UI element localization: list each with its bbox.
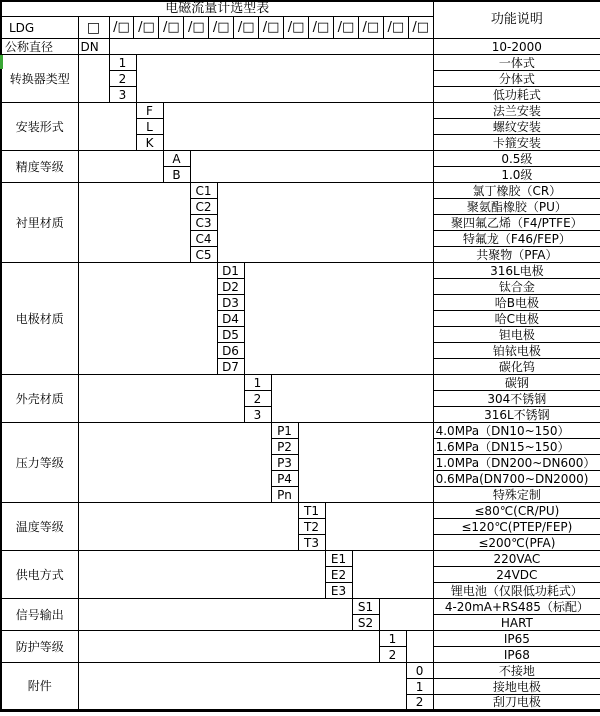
option-function: 0.5级: [433, 151, 600, 167]
model-code-slash-box: /□: [258, 17, 283, 38]
option-code: C1: [190, 183, 217, 199]
group-label-housing-material: 外壳材质: [1, 375, 78, 423]
spacer-cell: [78, 103, 136, 151]
option-function: 低功耗式: [433, 87, 600, 103]
option-function: 聚氨酯橡胶（PU）: [433, 199, 600, 215]
model-code-slash-box: /□: [408, 17, 433, 38]
spacer-cell: [217, 183, 433, 263]
option-code: F: [136, 103, 163, 119]
function-column-header: 功能说明: [433, 1, 600, 39]
option-function: 刮刀电极: [433, 695, 600, 711]
option-function: 卡箍安装: [433, 135, 600, 151]
option-code: T1: [298, 503, 325, 519]
option-code: 2: [109, 71, 136, 87]
option-function: ≤120℃(PTEP/FEP): [433, 519, 600, 535]
group-label-installation-type: 安装形式: [1, 103, 78, 151]
option-code: L: [136, 119, 163, 135]
option-code: E1: [325, 551, 352, 567]
option-code: P3: [271, 455, 298, 471]
spacer-cell: [78, 423, 271, 503]
model-code-slash-box: /□: [333, 17, 358, 38]
option-function: 1.0MPa（DN200~DN600）: [433, 455, 600, 471]
spacer-cell: [190, 151, 433, 183]
option-code: C2: [190, 199, 217, 215]
group-label-converter-type: 转换器类型: [1, 55, 78, 103]
option-code: 1: [244, 375, 271, 391]
option-function: 316L电极: [433, 263, 600, 279]
table-title: 电磁流量计选型表: [1, 1, 433, 17]
option-function: 4-20mA+RS485（标配）: [433, 599, 600, 615]
option-function: 碳钢: [433, 375, 600, 391]
option-function: 316L不锈钢: [433, 407, 600, 423]
group-label-pressure-class: 压力等级: [1, 423, 78, 503]
model-code-slash-box: /□: [233, 17, 258, 38]
option-code: C4: [190, 231, 217, 247]
option-code: D5: [217, 327, 244, 343]
option-function: 1.0级: [433, 167, 600, 183]
option-function: 氯丁橡胶（CR）: [433, 183, 600, 199]
group-label-power-supply: 供电方式: [1, 551, 78, 599]
option-function: 法兰安装: [433, 103, 600, 119]
model-code-boxes: [110, 17, 433, 38]
option-function: IP65: [433, 631, 600, 647]
spacer-cell: [78, 55, 109, 103]
option-function: 1.6MPa（DN15~150）: [433, 439, 600, 455]
spacer-cell: [109, 39, 433, 55]
group-label-accuracy-class: 精度等级: [1, 151, 78, 183]
group-label-accessories: 附件: [1, 663, 78, 711]
model-code-slash-box: /□: [183, 17, 208, 38]
option-code: 0: [406, 663, 433, 679]
option-function: 分体式: [433, 71, 600, 87]
option-code: P2: [271, 439, 298, 455]
option-code: 2: [406, 695, 433, 711]
option-code: E3: [325, 583, 352, 599]
option-code: 1: [406, 679, 433, 695]
spacer-cell: [78, 551, 325, 599]
spacer-cell: [78, 599, 352, 631]
option-code: 3: [109, 87, 136, 103]
option-function: 220VAC: [433, 551, 600, 567]
option-code: 3: [244, 407, 271, 423]
option-code: DN: [78, 39, 109, 55]
option-code: 2: [244, 391, 271, 407]
spacer-cell: [163, 103, 433, 151]
option-function: 特氟龙（F46/FEP）: [433, 231, 600, 247]
option-function: 特殊定制: [433, 487, 600, 503]
option-function: HART: [433, 615, 600, 631]
model-code-slash-box: /□: [308, 17, 333, 38]
model-code-slash-box: /□: [133, 17, 158, 38]
model-code-box: □: [78, 17, 109, 39]
option-code: 1: [109, 55, 136, 71]
model-code-slash-box: /□: [358, 17, 383, 38]
option-function: 24VDC: [433, 567, 600, 583]
spacer-cell: [78, 151, 163, 183]
option-function: 聚四氟乙烯（F4/PTFE）: [433, 215, 600, 231]
option-code: D6: [217, 343, 244, 359]
option-function: 304不锈钢: [433, 391, 600, 407]
option-code: D4: [217, 311, 244, 327]
spacer-cell: [271, 375, 433, 423]
spacer-cell: [78, 663, 406, 711]
group-label-protection-class: 防护等级: [1, 631, 78, 663]
group-label-lining-material: 衬里材质: [1, 183, 78, 263]
option-function: 一体式: [433, 55, 600, 71]
option-function: 螺纹安装: [433, 119, 600, 135]
model-code-boxes-cell: [109, 17, 433, 39]
option-code: D2: [217, 279, 244, 295]
option-code: E2: [325, 567, 352, 583]
spacer-cell: [78, 375, 244, 423]
model-prefix: LDG: [1, 17, 78, 39]
group-label-electrode-material: 电极材质: [1, 263, 78, 375]
option-code: K: [136, 135, 163, 151]
spacer-cell: [136, 55, 433, 103]
option-function: 铂铱电极: [433, 343, 600, 359]
spacer-cell: [78, 631, 379, 663]
group-label-temperature-class: 温度等级: [1, 503, 78, 551]
option-code: A: [163, 151, 190, 167]
option-function: IP68: [433, 647, 600, 663]
option-code: S1: [352, 599, 379, 615]
option-code: S2: [352, 615, 379, 631]
excel-green-artifact: [0, 55, 3, 69]
group-label-signal-output: 信号输出: [1, 599, 78, 631]
model-code-slash-box: /□: [113, 19, 130, 35]
spacer-cell: [78, 183, 190, 263]
spacer-cell: [78, 503, 298, 551]
model-code-slash-box: /□: [208, 17, 233, 38]
option-code: P4: [271, 471, 298, 487]
option-code: T2: [298, 519, 325, 535]
option-function: 钛合金: [433, 279, 600, 295]
model-code-slash-box: /□: [158, 17, 183, 38]
spacer-cell: [244, 263, 433, 375]
option-code: 1: [379, 631, 406, 647]
model-code-slash-box: /□: [283, 17, 308, 38]
option-code: P1: [271, 423, 298, 439]
option-function: 钽电极: [433, 327, 600, 343]
option-code: D7: [217, 359, 244, 375]
option-code: C3: [190, 215, 217, 231]
spacer-cell: [406, 631, 433, 663]
option-code: T3: [298, 535, 325, 551]
group-label-nominal-diameter: 公称直径: [1, 39, 78, 55]
option-function: 共聚物（PFA）: [433, 247, 600, 263]
option-function: 哈C电极: [433, 311, 600, 327]
option-code: B: [163, 167, 190, 183]
option-function: 碳化钨: [433, 359, 600, 375]
option-function: 10-2000: [433, 39, 600, 55]
spacer-cell: [298, 423, 433, 503]
option-code: D3: [217, 295, 244, 311]
option-function: 不接地: [433, 663, 600, 679]
spacer-cell: [325, 503, 433, 551]
option-function: 4.0MPa（DN10~150）: [433, 423, 600, 439]
option-function: ≤200℃(PFA): [433, 535, 600, 551]
spacer-cell: [379, 599, 433, 631]
spacer-cell: [78, 263, 217, 375]
option-code: C5: [190, 247, 217, 263]
option-code: D1: [217, 263, 244, 279]
option-function: 锂电池（仅限低功耗式）: [433, 583, 600, 599]
option-function: 0.6MPa(DN700~DN2000): [433, 471, 600, 487]
option-function: ≤80℃(CR/PU): [433, 503, 600, 519]
option-code: Pn: [271, 487, 298, 503]
option-function: 接地电极: [433, 679, 600, 695]
option-function: 哈B电极: [433, 295, 600, 311]
option-code: 2: [379, 647, 406, 663]
spacer-cell: [352, 551, 433, 599]
model-code-slash-box: /□: [383, 17, 408, 38]
